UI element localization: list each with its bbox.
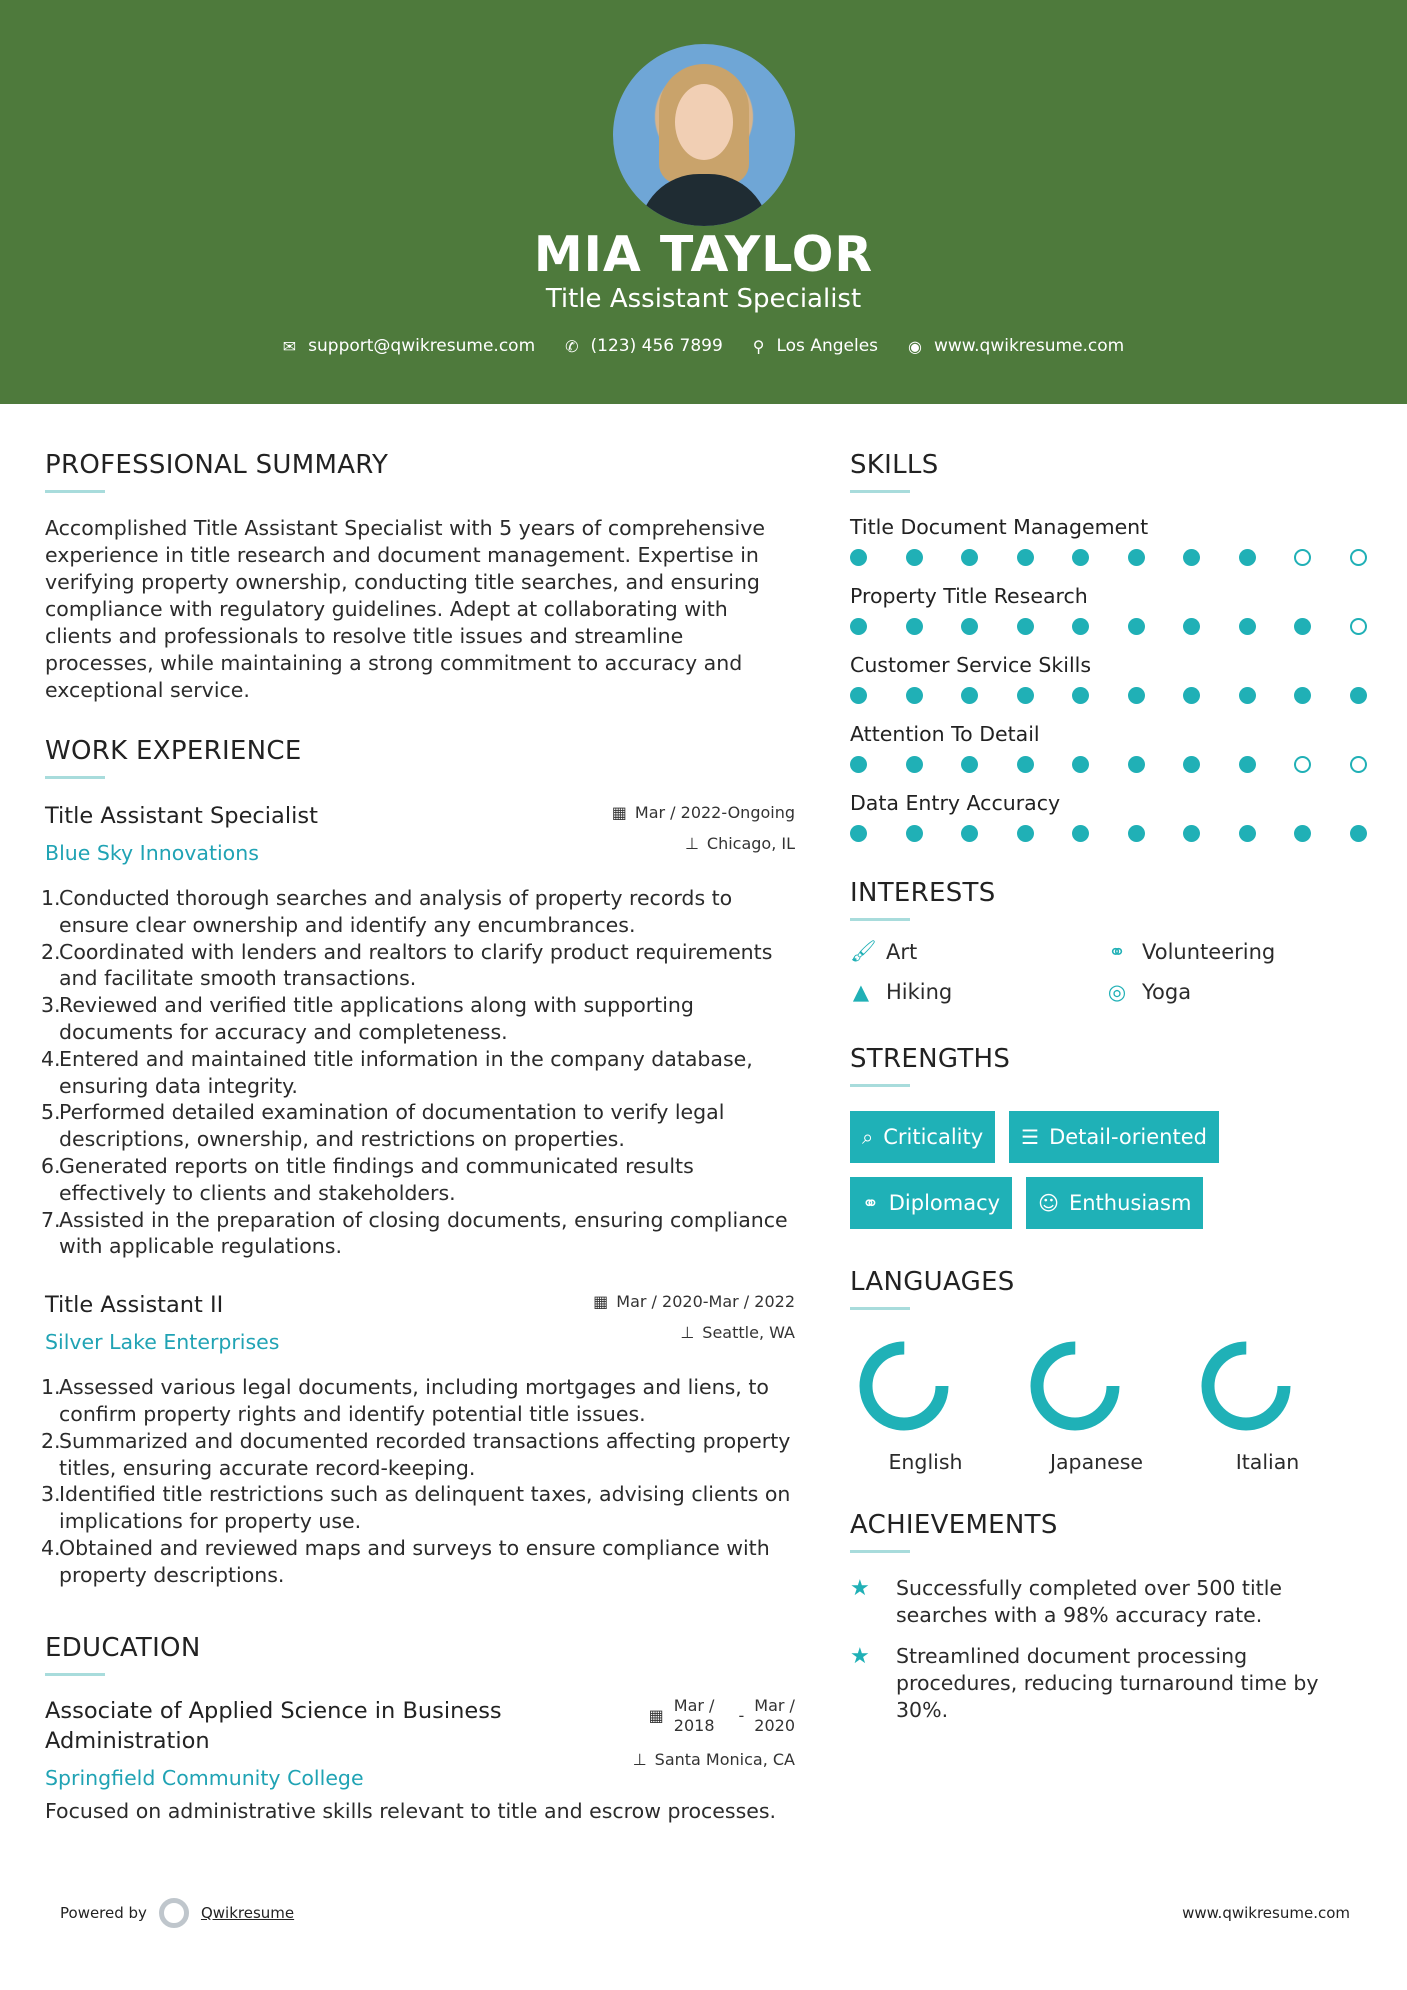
rating-dot-filled xyxy=(1294,618,1311,635)
interest-item: 🖌 Art xyxy=(850,939,918,964)
rating-dot-filled xyxy=(1017,618,1034,635)
list-item: 5. Performed detailed examination of documentation to verify legal descriptions, ownership, and restrictions on properties. xyxy=(41,1100,725,1152)
brand-link[interactable]: Qwikresume xyxy=(200,1904,295,1922)
map-pin-icon: ⚲ xyxy=(752,336,765,356)
list-item: 2. Coordinated with lenders and realtors to clarify product requirements and facilitate smooth transactions. xyxy=(41,939,773,991)
rating-dot-filled xyxy=(961,687,978,704)
experience-section xyxy=(41,736,795,1589)
skill-name: Title Document Management xyxy=(850,515,1149,539)
phone-icon: ✆ xyxy=(565,336,579,356)
strengths-section xyxy=(850,1044,1370,1229)
rating-dot-empty xyxy=(1350,549,1367,566)
job-duties xyxy=(41,1374,795,1588)
interests-section xyxy=(850,878,1370,1004)
language-item xyxy=(850,1338,1021,1474)
job-duties xyxy=(41,885,795,1260)
tree-icon: ▲ xyxy=(852,980,870,1004)
rating-dot-filled xyxy=(1017,549,1034,566)
education-heading: EDUCATION xyxy=(45,1632,201,1663)
rating-dot-filled xyxy=(1183,618,1200,635)
heading-divider xyxy=(45,1673,105,1676)
job-title: Title Assistant II xyxy=(45,1292,224,1319)
contact-phone[interactable]: (123) 456 7899 xyxy=(590,336,723,356)
achievement-item: ★ Streamlined document processing procedures, reducing turnaround time by 30%. xyxy=(850,1644,1319,1722)
heading-divider xyxy=(850,490,910,493)
globe-icon: ◉ xyxy=(908,336,922,356)
rating-dot-filled xyxy=(906,687,923,704)
skill-rating xyxy=(850,825,1370,842)
profile-photo xyxy=(613,44,795,226)
skill-item xyxy=(850,722,1370,773)
school-name: Springfield Community College xyxy=(45,1765,364,1790)
rating-dot-filled xyxy=(1183,549,1200,566)
star-icon: ★ xyxy=(850,1576,870,1601)
skill-name: Attention To Detail xyxy=(850,722,1040,746)
rating-dot-empty xyxy=(1350,756,1367,773)
experience-heading: WORK EXPERIENCE xyxy=(45,736,302,766)
rating-dot-empty xyxy=(1350,618,1367,635)
education-location: Santa Monica, CA xyxy=(654,1749,795,1769)
rating-dot-filled xyxy=(906,618,923,635)
search-icon: ⌕ xyxy=(862,1125,874,1149)
skill-rating xyxy=(850,549,1370,566)
rating-dot-filled xyxy=(1239,825,1256,842)
rating-dot-filled xyxy=(906,825,923,842)
rating-dot-filled xyxy=(1017,756,1034,773)
list-item: 4. Obtained and reviewed maps and surveys to ensure compliance with property descriptions. xyxy=(41,1535,770,1587)
skill-name: Data Entry Accuracy xyxy=(850,791,1061,815)
list-item: 7. Assisted in the preparation of closing documents, ensuring compliance with applicable regulations. xyxy=(41,1207,788,1259)
edu-end-month: Mar / xyxy=(754,1695,795,1715)
summary-section xyxy=(45,450,795,704)
rating-dot-filled xyxy=(1128,756,1145,773)
powered-by-label: Powered by xyxy=(60,1904,147,1922)
heading-divider xyxy=(45,776,105,779)
rating-dot-filled xyxy=(961,618,978,635)
skill-rating xyxy=(850,618,1370,635)
interest-item: ▲ Hiking xyxy=(850,980,1106,1004)
education-description: Focused on administrative skills relevant to title and escrow processes. xyxy=(45,1798,777,1823)
rating-dot-filled xyxy=(1350,825,1367,842)
rating-dot-filled xyxy=(961,549,978,566)
job-dates: Mar / 2020-Mar / 2022 xyxy=(616,1292,795,1312)
job-location: Seattle, WA xyxy=(702,1323,795,1343)
rating-dot-filled xyxy=(1128,549,1145,566)
heading-divider xyxy=(850,1550,910,1553)
interests-heading: INTERESTS xyxy=(850,878,996,908)
pushpin-icon: ⊥ xyxy=(684,834,699,853)
rating-dot-empty xyxy=(1294,549,1311,566)
company-name: Silver Lake Enterprises xyxy=(45,1330,280,1355)
rating-dot-filled xyxy=(1128,618,1145,635)
rating-dot-filled xyxy=(906,756,923,773)
skill-rating xyxy=(850,687,1370,704)
job-entry xyxy=(41,803,795,1260)
qwikresume-logo-icon xyxy=(159,1898,189,1928)
list-item: 2. Summarized and documented recorded transactions affecting property titles, ensuring accurate record-keeping. xyxy=(41,1428,791,1480)
footer-website[interactable]: www.qwikresume.com xyxy=(1182,1904,1350,1922)
rating-dot-filled xyxy=(1072,549,1089,566)
handshake-icon: ⚭ xyxy=(1108,939,1126,964)
right-column xyxy=(850,450,1370,1724)
rating-dot-filled xyxy=(850,549,867,566)
contact-email[interactable]: support@qwikresume.com xyxy=(308,336,536,356)
edu-end-year: 2020 xyxy=(754,1715,795,1735)
rating-dot-filled xyxy=(1128,687,1145,704)
job-entry xyxy=(41,1292,795,1588)
heading-divider xyxy=(850,918,910,921)
languages-heading: LANGUAGES xyxy=(850,1267,1015,1297)
interest-item: ⚭ Volunteering xyxy=(1106,939,1362,964)
rating-dot-filled xyxy=(1239,756,1256,773)
list-item: 3. Reviewed and verified title applications along with supporting documents for accuracy and completeness. xyxy=(41,993,694,1044)
skill-rating xyxy=(850,756,1370,773)
edu-start-month: Mar / xyxy=(673,1695,715,1715)
language-ring xyxy=(856,1338,952,1434)
contact-bar xyxy=(0,336,1407,356)
summary-text: Accomplished Title Assistant Specialist with 5 years of comprehensive experience in title research and document management. Expertise in verifying property ownership, conducting title searches, and ensuring compliance with regulatory guidelines. Adept at collaborating with clients and professionals to resolve title issues and streamline processes, while maintaining a strong commitment to accuracy and exceptional service. xyxy=(45,516,765,702)
contact-website[interactable]: www.qwikresume.com xyxy=(933,336,1125,356)
education-section: EDUCATION Associate of Applied Science in Business Administration Springfield Community College ▦ Mar / 2018 - Mar / 2020 ⊥ Santa Monica, CA Focused on administrative skills relevant to title and escrow processes. xyxy=(45,1632,795,1823)
list-item: 1. Assessed various legal documents, including mortgages and liens, to confirm property rights and identify potential title issues. xyxy=(41,1375,769,1426)
rating-dot-filled xyxy=(1128,825,1145,842)
achievements-section xyxy=(850,1510,1370,1724)
rating-dot-filled xyxy=(1017,687,1034,704)
job-dates: Mar / 2022-Ongoing xyxy=(634,803,795,822)
list-item: 6. Generated reports on title findings and communicated results effectively to clients and stakeholders. xyxy=(41,1153,694,1205)
rating-dot-filled xyxy=(961,825,978,842)
job-location: Chicago, IL xyxy=(706,834,795,853)
rating-dot-filled xyxy=(1183,687,1200,704)
rating-dot-filled xyxy=(1183,756,1200,773)
rating-dot-filled xyxy=(1239,687,1256,704)
calendar-icon: ▦ xyxy=(611,803,627,822)
edu-start-year: 2018 xyxy=(673,1715,715,1735)
language-label: Japanese xyxy=(1049,1450,1144,1474)
rating-dot-filled xyxy=(1294,825,1311,842)
language-label: English xyxy=(888,1450,963,1474)
rating-dot-filled xyxy=(850,618,867,635)
rating-dot-filled xyxy=(1072,687,1089,704)
rating-dot-filled xyxy=(1072,825,1089,842)
paintbrush-icon: 🖌 xyxy=(850,939,877,963)
handshake-icon: ⚭ xyxy=(862,1191,879,1215)
strength-chip: ☺ Enthusiasm xyxy=(1026,1177,1203,1229)
language-label: Italian xyxy=(1235,1450,1300,1474)
language-ring xyxy=(1198,1338,1294,1434)
lifering-icon: ◎ xyxy=(1107,980,1127,1004)
smile-icon: ☺ xyxy=(1038,1191,1059,1215)
strength-chip: ⚭ Diplomacy xyxy=(850,1177,1012,1229)
rating-dot-filled xyxy=(961,756,978,773)
interest-item: ◎ Yoga xyxy=(1107,980,1192,1004)
rating-dot-filled xyxy=(1294,687,1311,704)
rating-dot-filled xyxy=(1017,825,1034,842)
pushpin-icon: ⊥ xyxy=(632,1749,647,1769)
pushpin-icon: ⊥ xyxy=(680,1323,695,1343)
rating-dot-filled xyxy=(1072,618,1089,635)
strength-chip: ☰ Detail-oriented xyxy=(1009,1111,1219,1163)
resume-header xyxy=(0,0,1407,404)
rating-dot-filled xyxy=(1072,756,1089,773)
degree-title: Associate of Applied Science in Business Administration xyxy=(45,1697,502,1754)
language-item xyxy=(1192,1338,1363,1474)
rating-dot-filled xyxy=(906,549,923,566)
rating-dot-filled xyxy=(1239,618,1256,635)
strength-chip: ⌕ Criticality xyxy=(850,1111,995,1163)
skills-section xyxy=(850,450,1370,842)
rating-dot-filled xyxy=(850,825,867,842)
skill-name: Customer Service Skills xyxy=(850,653,1092,677)
strengths-heading: STRENGTHS xyxy=(850,1044,1011,1074)
heading-divider xyxy=(850,1084,910,1087)
skill-item xyxy=(850,653,1370,704)
company-name: Blue Sky Innovations xyxy=(45,841,259,865)
rating-dot-filled xyxy=(850,687,867,704)
list-icon: ☰ xyxy=(1021,1125,1040,1149)
language-ring xyxy=(1027,1338,1123,1434)
job-title: Title Assistant Specialist xyxy=(45,803,318,829)
star-icon: ★ xyxy=(850,1644,870,1669)
rating-dot-empty xyxy=(1294,756,1311,773)
candidate-name: MIA TAYLOR xyxy=(533,226,874,283)
skill-item xyxy=(850,584,1370,635)
skill-name: Property Title Research xyxy=(850,584,1088,608)
page-footer xyxy=(60,1898,1350,1928)
rating-dot-filled xyxy=(1239,549,1256,566)
calendar-icon: ▦ xyxy=(648,1706,664,1726)
achievements-heading: ACHIEVEMENTS xyxy=(850,1510,1058,1540)
list-item: 4. Entered and maintained title information in the company database, ensuring data integrity. xyxy=(41,1046,753,1098)
heading-divider xyxy=(45,490,105,493)
heading-divider xyxy=(850,1307,910,1310)
list-item: 1. Conducted thorough searches and analysis of property records to ensure clear ownership and identify any encumbrances. xyxy=(41,886,733,937)
candidate-title: Title Assistant Specialist xyxy=(545,284,862,314)
rating-dot-filled xyxy=(850,756,867,773)
skills-heading: SKILLS xyxy=(850,450,939,480)
rating-dot-filled xyxy=(1183,825,1200,842)
skill-item xyxy=(850,515,1370,566)
rating-dot-filled xyxy=(1350,687,1367,704)
language-item xyxy=(1021,1338,1192,1474)
list-item: 3. Identified title restrictions such as delinquent taxes, advising clients on implications for property use. xyxy=(41,1482,791,1534)
languages-section xyxy=(850,1267,1370,1474)
contact-location: Los Angeles xyxy=(776,336,879,356)
achievement-item: ★ Successfully completed over 500 title searches with a 98% accuracy rate. xyxy=(850,1576,1283,1627)
calendar-icon: ▦ xyxy=(593,1292,609,1312)
email-icon: ✉ xyxy=(282,336,297,356)
skill-item xyxy=(850,791,1370,842)
summary-heading: PROFESSIONAL SUMMARY xyxy=(45,450,389,480)
left-column xyxy=(41,450,795,1825)
